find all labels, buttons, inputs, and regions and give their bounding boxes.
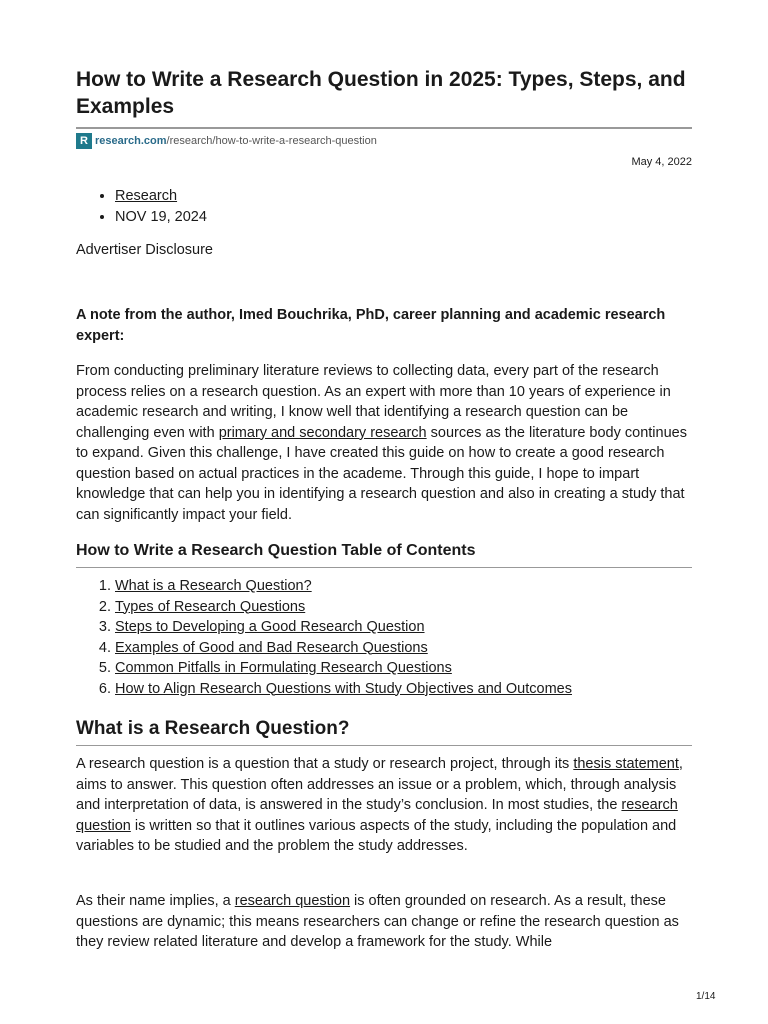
intro-text: From conducting preliminary literature reviews to collecting data, every part of the research process relies on a research question. As an expert with more than 10 years of experience in academic research and writing, I know well that identifying a research question can be challenging even with [76,363,671,441]
source-url[interactable] [76,133,377,149]
toc-link[interactable]: How to Align Research Questions with Study Objectives and Outcomes [115,680,572,697]
article-meta-list [76,186,207,228]
table-of-contents [76,576,572,699]
toc-divider [76,567,692,568]
research-question-link[interactable]: research question [76,797,678,834]
toc-link[interactable]: Examples of Good and Bad Research Questions [115,639,428,656]
toc-item [115,597,572,618]
source-domain: research.com [95,135,167,147]
section-paragraph [76,754,692,857]
primary-secondary-research-link[interactable]: primary and secondary research [218,424,427,441]
print-date: May 4, 2022 [631,156,692,168]
category-link[interactable]: Research [115,188,178,204]
paragraph-text: , aims to answer. This question often addresses an issue or a problem, which, through analysis and interpretation of data, is answered in the study’s conclusion. In most studies, the [76,756,683,813]
toc-item [115,617,572,638]
source-path: /research/how-to-write-a-research-question [166,135,377,147]
toc-item [115,658,572,679]
list-item [115,186,207,207]
toc-heading: How to Write a Research Question Table of Contents [76,542,476,559]
paragraph-text: A research question is a question that a study or research project, through its [76,756,574,772]
intro-text: sources as the literature body continues to expand. Given this challenge, I have created this guide on how to create a good research question based on actual practices in the academe. Through this guide, I hope to impart knowledge that can help you in identifying a research question and also in creating a study that can significantly impact your field. [76,424,687,523]
toc-link[interactable]: Common Pitfalls in Formulating Research Questions [115,660,452,676]
section-divider [76,745,692,746]
research-logo-icon: R [76,133,92,149]
section-heading: What is a Research Question? [76,718,350,739]
research-question-link[interactable]: research question [234,893,351,909]
toc-link[interactable]: Steps to Developing a Good Research Question [115,619,425,635]
thesis-statement-link[interactable]: thesis statement [573,756,679,772]
toc-link[interactable]: What is a Research Question? [115,578,312,594]
section-paragraph [76,891,692,953]
paragraph-text: is written so that it outlines various aspects of the study, including the population and variables to be studied and the problem the study addresses. [76,817,677,854]
list-item: • NOV 19, 2024 [115,207,207,228]
page-number: 1/14 [696,991,716,1002]
intro-paragraph [76,361,692,525]
title-divider [76,127,692,129]
toc-item [115,638,572,659]
paragraph-text: As their name implies, a [76,893,235,909]
toc-item [115,576,572,597]
toc-item [115,679,572,700]
advertiser-disclosure[interactable]: Advertiser Disclosure [76,242,213,258]
paragraph-text: is often grounded on research. As a result, these questions are dynamic; this means researchers can change or refine the research question as they review related literature and develop a framework for the study. While [76,893,679,950]
article-title: How to Write a Research Question in 2025: Types, Steps, and Examples [76,68,686,118]
toc-link[interactable]: Types of Research Questions [115,598,306,615]
author-note: A note from the author, Imed Bouchrika, PhD, career planning and academic research expert: [76,307,666,344]
